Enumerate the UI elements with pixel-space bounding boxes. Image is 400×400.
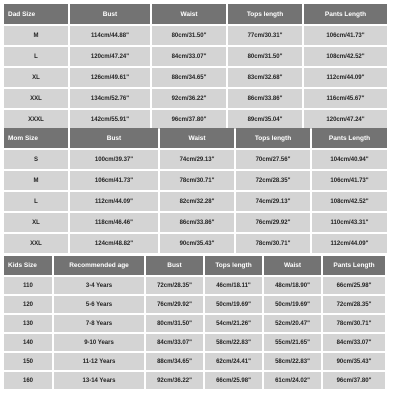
mom-tops-length-cell: 72cm/28.35" <box>236 171 310 190</box>
kids-pants-length-cell: 90cm/35.43" <box>323 353 385 370</box>
mom-bust-cell: 100cm/39.37" <box>70 150 158 169</box>
dad-size-cell: XL <box>4 68 68 87</box>
table-row <box>4 192 387 211</box>
dad-size-cell: XXXL <box>4 110 68 129</box>
mom-size-table <box>2 126 389 255</box>
kids-pants-length-cell: 66cm/25.98" <box>323 277 385 294</box>
mom-col-waist: Waist <box>160 128 234 148</box>
kids-tops-length-cell: 66cm/25.98" <box>205 372 262 389</box>
mom-bust-cell: 124cm/48.82" <box>70 234 158 253</box>
mom-tops-length-cell: 74cm/29.13" <box>236 192 310 211</box>
mom-bust-cell: 118cm/46.46" <box>70 213 158 232</box>
mom-waist-cell: 82cm/32.28" <box>160 192 234 211</box>
dad-col-tops-length: Tops length <box>228 4 302 24</box>
dad-bust-cell: 120cm/47.24" <box>70 47 150 66</box>
table-row <box>4 68 387 87</box>
mom-pants-length-cell: 106cm/41.73" <box>312 171 387 190</box>
kids-pants-length-cell: 84cm/33.07" <box>323 334 385 351</box>
dad-col-size: Dad Size <box>4 4 68 24</box>
table-row <box>4 150 387 169</box>
kids-waist-cell: 55cm/21.65" <box>264 334 321 351</box>
kids-age-cell: 9-10 Years <box>54 334 144 351</box>
kids-pants-length-cell: 96cm/37.80" <box>323 372 385 389</box>
kids-age-cell: 7-8 Years <box>54 315 144 332</box>
mom-tops-length-cell: 70cm/27.56" <box>236 150 310 169</box>
kids-waist-cell: 50cm/19.69" <box>264 296 321 313</box>
mom-pants-length-cell: 104cm/40.94" <box>312 150 387 169</box>
kids-size-cell: 120 <box>4 296 52 313</box>
dad-pants-length-cell: 112cm/44.09" <box>304 68 387 87</box>
dad-size-cell: XXL <box>4 89 68 108</box>
kids-size-cell: 110 <box>4 277 52 294</box>
mom-bust-cell: 106cm/41.73" <box>70 171 158 190</box>
kids-size-cell: 160 <box>4 372 52 389</box>
dad-header-row <box>4 4 387 24</box>
kids-tops-length-cell: 58cm/22.83" <box>205 334 262 351</box>
dad-bust-cell: 134cm/52.76" <box>70 89 150 108</box>
dad-bust-cell: 126cm/49.61" <box>70 68 150 87</box>
table-row <box>4 334 385 351</box>
mom-waist-cell: 78cm/30.71" <box>160 171 234 190</box>
mom-col-bust: Bust <box>70 128 158 148</box>
mom-size-cell: XXL <box>4 234 68 253</box>
table-row <box>4 89 387 108</box>
dad-size-cell: M <box>4 26 68 45</box>
kids-bust-cell: 88cm/34.65" <box>146 353 203 370</box>
dad-size-table <box>2 2 389 131</box>
mom-col-size: Mom Size <box>4 128 68 148</box>
kids-bust-cell: 84cm/33.07" <box>146 334 203 351</box>
table-row <box>4 171 387 190</box>
dad-pants-length-cell: 116cm/45.67" <box>304 89 387 108</box>
dad-waist-cell: 96cm/37.80" <box>152 110 226 129</box>
table-row <box>4 315 385 332</box>
dad-tops-length-cell: 86cm/33.86" <box>228 89 302 108</box>
kids-age-cell: 5-6 Years <box>54 296 144 313</box>
table-row <box>4 26 387 45</box>
kids-col-tops-length: Tops length <box>205 256 262 275</box>
kids-pants-length-cell: 72cm/28.35" <box>323 296 385 313</box>
dad-waist-cell: 84cm/33.07" <box>152 47 226 66</box>
mom-bust-cell: 112cm/44.09" <box>70 192 158 211</box>
mom-size-cell: L <box>4 192 68 211</box>
table-row <box>4 277 385 294</box>
kids-bust-cell: 80cm/31.50" <box>146 315 203 332</box>
kids-tops-length-cell: 54cm/21.26" <box>205 315 262 332</box>
kids-tops-length-cell: 46cm/18.11" <box>205 277 262 294</box>
dad-col-waist: Waist <box>152 4 226 24</box>
mom-pants-length-cell: 110cm/43.31" <box>312 213 387 232</box>
kids-col-recommended-age: Recommended age <box>54 256 144 275</box>
kids-header-row <box>4 256 385 275</box>
kids-bust-cell: 76cm/29.92" <box>146 296 203 313</box>
kids-size-cell: 130 <box>4 315 52 332</box>
mom-size-cell: M <box>4 171 68 190</box>
kids-age-cell: 3-4 Years <box>54 277 144 294</box>
dad-pants-length-cell: 108cm/42.52" <box>304 47 387 66</box>
dad-bust-cell: 142cm/55.91" <box>70 110 150 129</box>
dad-col-pants-length: Pants Length <box>304 4 387 24</box>
kids-waist-cell: 58cm/22.83" <box>264 353 321 370</box>
dad-waist-cell: 88cm/34.65" <box>152 68 226 87</box>
kids-size-table <box>2 254 387 391</box>
dad-tops-length-cell: 80cm/31.50" <box>228 47 302 66</box>
table-row <box>4 372 385 389</box>
mom-tops-length-cell: 78cm/30.71" <box>236 234 310 253</box>
kids-waist-cell: 61cm/24.02" <box>264 372 321 389</box>
kids-age-cell: 11-12 Years <box>54 353 144 370</box>
kids-col-waist: Waist <box>264 256 321 275</box>
dad-tops-length-cell: 89cm/35.04" <box>228 110 302 129</box>
mom-size-cell: XL <box>4 213 68 232</box>
mom-waist-cell: 74cm/29.13" <box>160 150 234 169</box>
kids-size-cell: 140 <box>4 334 52 351</box>
kids-tops-length-cell: 62cm/24.41" <box>205 353 262 370</box>
kids-size-cell: 150 <box>4 353 52 370</box>
mom-col-pants-length: Pants Length <box>312 128 387 148</box>
kids-age-cell: 13-14 Years <box>54 372 144 389</box>
kids-pants-length-cell: 78cm/30.71" <box>323 315 385 332</box>
kids-bust-cell: 72cm/28.35" <box>146 277 203 294</box>
dad-pants-length-cell: 120cm/47.24" <box>304 110 387 129</box>
mom-header-row <box>4 128 387 148</box>
dad-tops-length-cell: 77cm/30.31" <box>228 26 302 45</box>
kids-waist-cell: 52cm/20.47" <box>264 315 321 332</box>
table-row <box>4 47 387 66</box>
mom-pants-length-cell: 112cm/44.09" <box>312 234 387 253</box>
mom-col-tops-length: Tops length <box>236 128 310 148</box>
table-row <box>4 234 387 253</box>
dad-pants-length-cell: 106cm/41.73" <box>304 26 387 45</box>
kids-col-bust: Bust <box>146 256 203 275</box>
mom-waist-cell: 86cm/33.86" <box>160 213 234 232</box>
mom-size-cell: S <box>4 150 68 169</box>
kids-waist-cell: 48cm/18.90" <box>264 277 321 294</box>
mom-tops-length-cell: 76cm/29.92" <box>236 213 310 232</box>
kids-col-pants-length: Pants Length <box>323 256 385 275</box>
dad-tops-length-cell: 83cm/32.68" <box>228 68 302 87</box>
dad-waist-cell: 80cm/31.50" <box>152 26 226 45</box>
table-row <box>4 213 387 232</box>
mom-waist-cell: 90cm/35.43" <box>160 234 234 253</box>
dad-size-cell: L <box>4 47 68 66</box>
kids-bust-cell: 92cm/36.22" <box>146 372 203 389</box>
kids-tops-length-cell: 50cm/19.69" <box>205 296 262 313</box>
dad-waist-cell: 92cm/36.22" <box>152 89 226 108</box>
kids-col-size: Kids Size <box>4 256 52 275</box>
table-row <box>4 296 385 313</box>
mom-pants-length-cell: 108cm/42.52" <box>312 192 387 211</box>
dad-col-bust: Bust <box>70 4 150 24</box>
dad-bust-cell: 114cm/44.88" <box>70 26 150 45</box>
table-row <box>4 353 385 370</box>
